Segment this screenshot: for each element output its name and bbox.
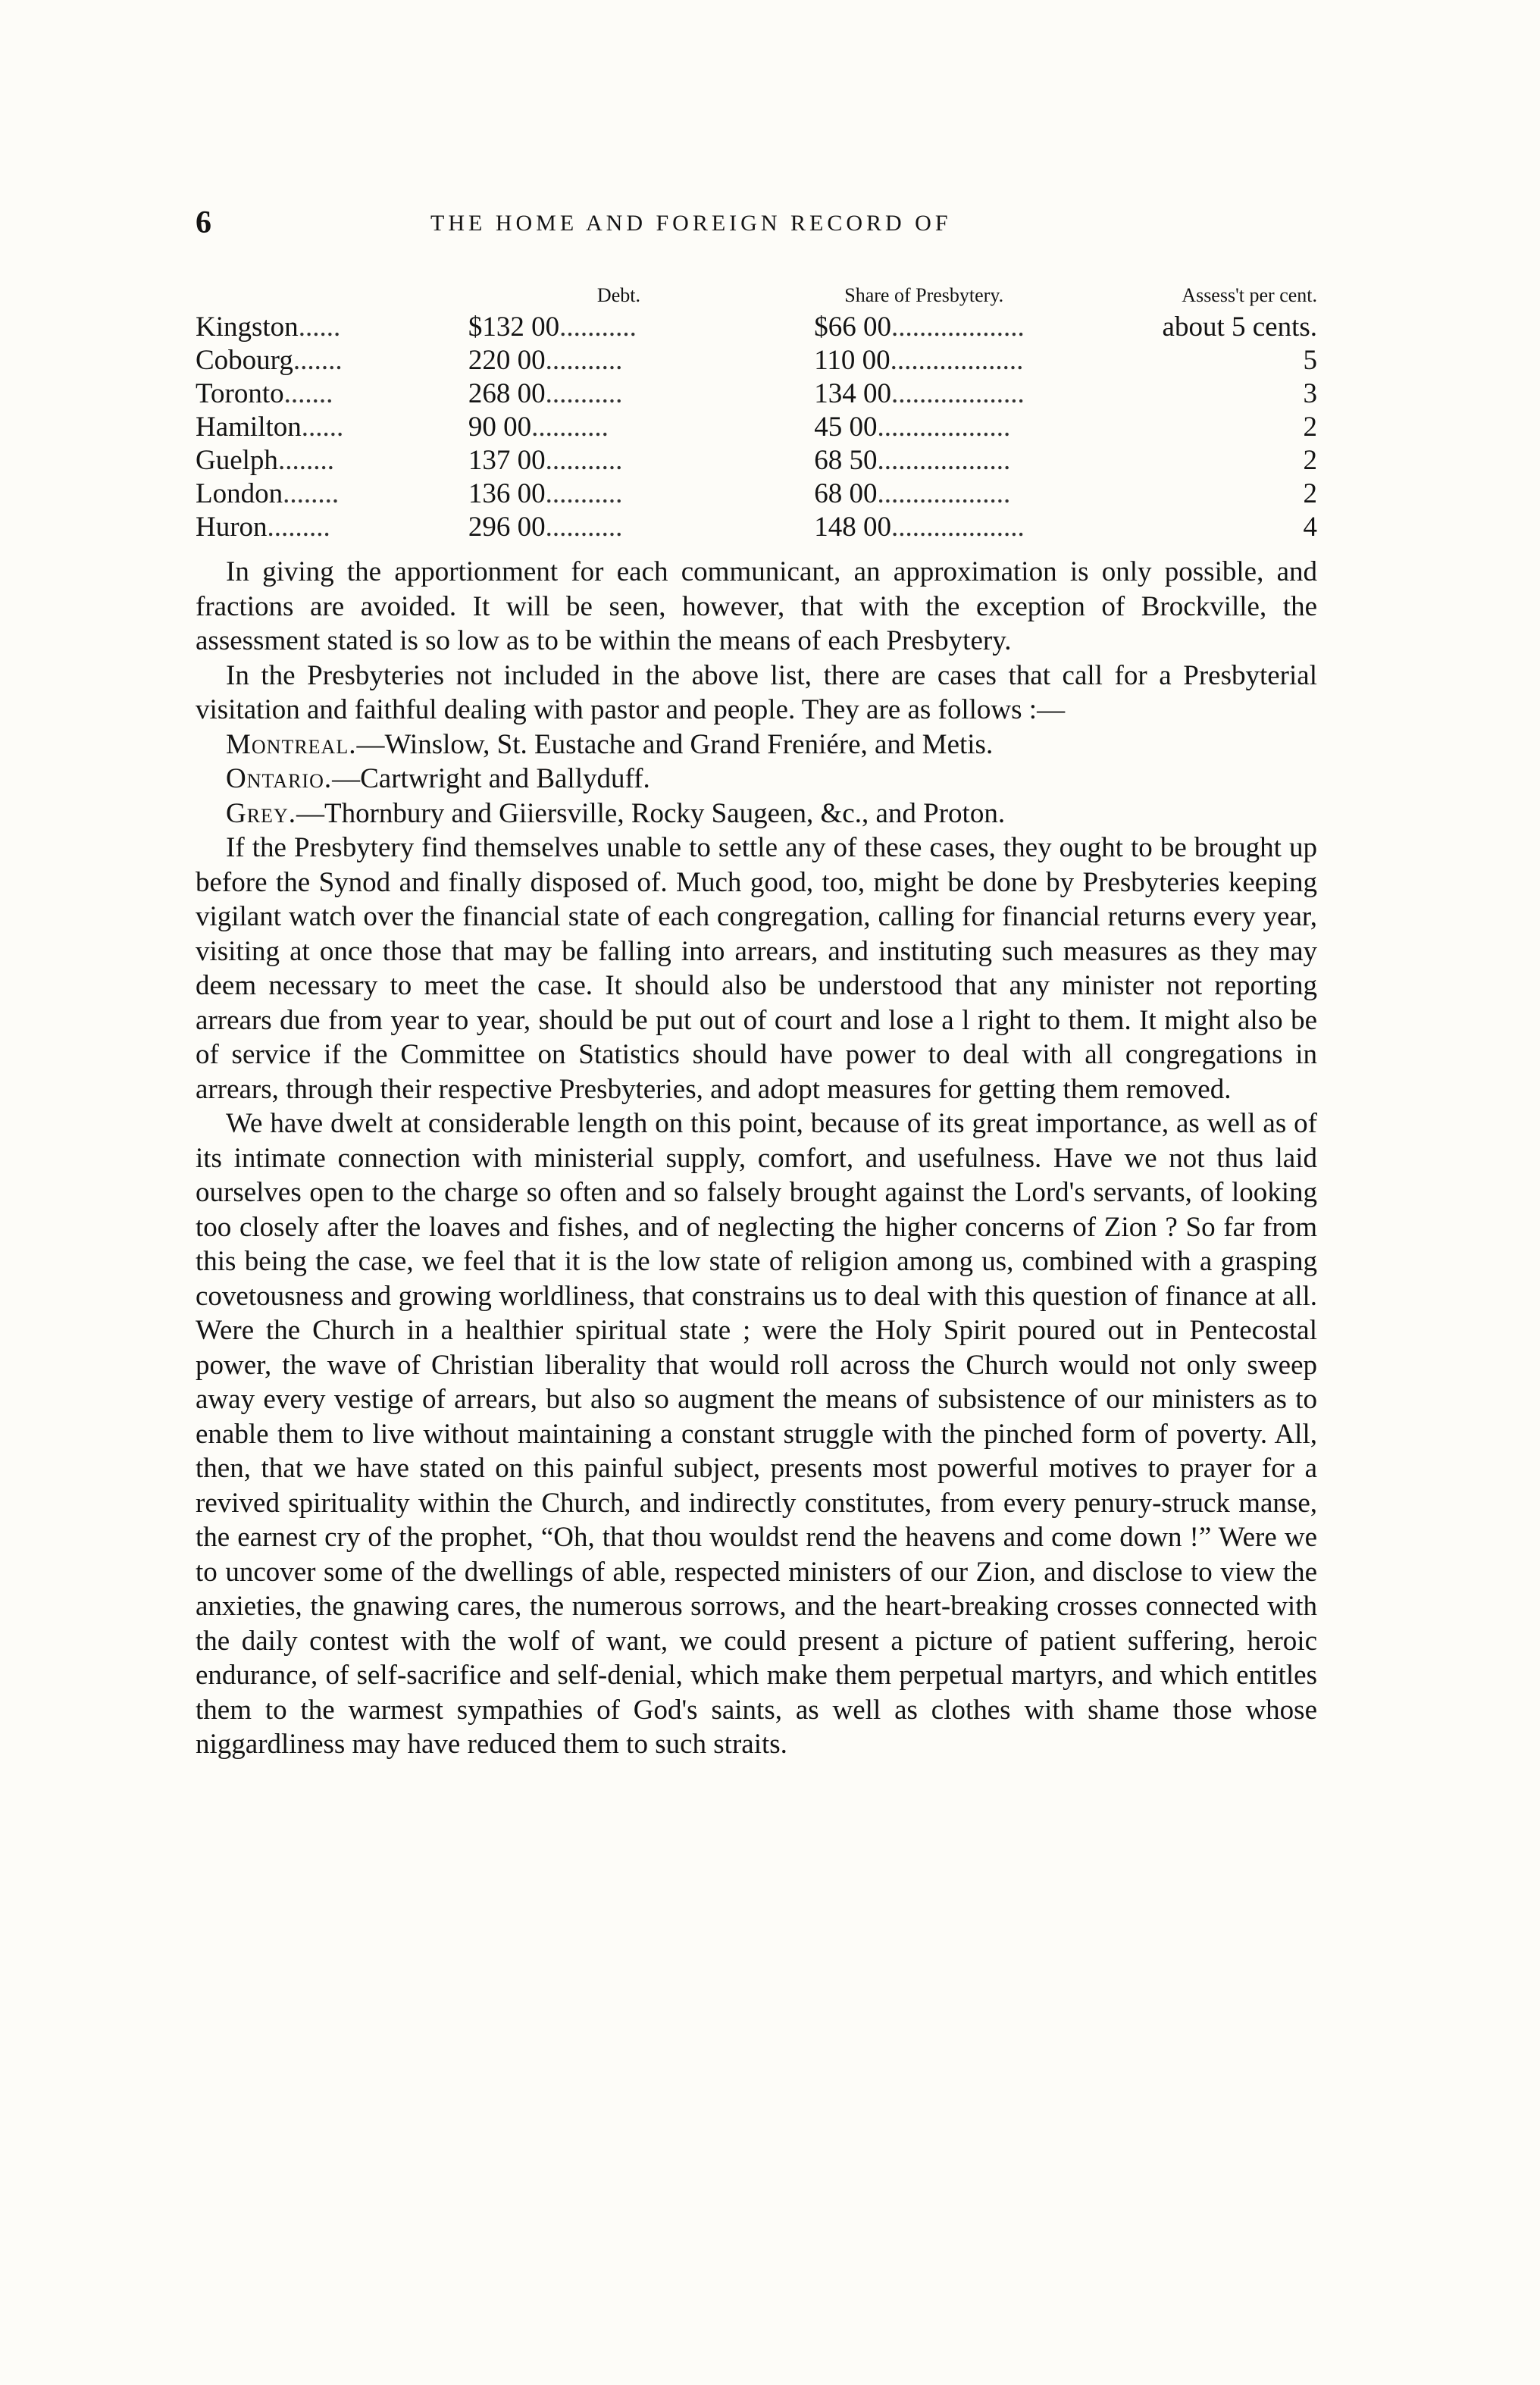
table-row <box>196 444 1317 477</box>
cell-name <box>196 311 468 344</box>
cell-debt <box>468 377 814 411</box>
paragraph-considerable-length: We have dwelt at considerable length on this point, because of its great importance, as well as of its intimate connection with ministerial supply, comfort, and usefulness. Have we not thus laid ourselves open to the charge so often and so falsely brought against the Lord's servants, of looking too closely after the loaves and fishes, and of neglecting the higher concerns of Zion ? So far from this being the case, we feel that it is the low state of religion among us, combined with a grasping covetousness and growing worldliness, that constrains us to deal with this question of finance at all. Were the Church in a healthier spiritual state ; were the Holy Spirit poured out in Pentecostal power, the wave of Christian liberality that would roll across the Church would not only sweep away every vestige of arrears, but also so augment the means of subsistence of our ministers as to enable them to live without maintaining a constant struggle with the pinched form of poverty. All, then, that we have stated on this painful subject, presents most powerful motives to prayer for a revived spirituality within the Church, and indirectly constitutes, from every penury-struck manse, the earnest cry of the prophet, “Oh, that thou wouldst rend the heavens and come down !” Were we to uncover some of the dwellings of able, respected ministers of our Zion, and disclose to view the anxieties, the gnawing cares, the numerous sorrows, and the heart-breaking crosses connected with the daily contest with the wolf of want, we could present a picture of patient suffering, heroic endurance, of self-sacrifice and self-denial, which make them perpetual martyrs, and which entitles them to the warmest sympathies of God's saints, as well as clothes with shame those whose niggardliness may have reduced them to such straits. <box>196 1108 1317 1760</box>
table-row <box>196 311 1317 344</box>
dot-leader: ...... <box>301 412 344 443</box>
dot-leader: ........ <box>277 445 334 476</box>
cell-share-value: 68 00 <box>814 478 878 509</box>
cell-share <box>814 377 1132 411</box>
cell-assess-value: 5 <box>1303 345 1317 376</box>
cell-assess-value: 2 <box>1303 445 1317 476</box>
cell-share <box>814 444 1132 477</box>
paragraph-vigilant-watch: If the Presbytery find themselves unable to settle any of these cases, they ought to be brought up before the Synod and finally disposed of. Much good, too, might be done by Presbyteries keeping vigilant watch over the financial state of each congregation, calling for financial returns every year, visiting at once those that may be falling into arrears, and instituting such measures as they may deem necessary to meet the case. It should also be understood that any minister not reporting arrears due from year to year, should be put out of court and lose a l right to them. It might also be of service if the Committee on Statistics should have power to deal with all congregations in arrears, through their respective Presbyteries, and adopt measures for getting them removed. <box>196 832 1317 1105</box>
cell-assess <box>1132 511 1317 544</box>
presbytery-name-grey: Grey. <box>226 797 296 829</box>
dot-leader: ........... <box>531 412 609 443</box>
presbytery-name-montreal: Montreal. <box>226 728 357 760</box>
cell-assess <box>1132 444 1317 477</box>
cell-debt-value: 220 00 <box>468 345 546 376</box>
header-name <box>196 280 468 311</box>
cell-assess-value: about 5 cents. <box>1162 311 1317 343</box>
running-head <box>196 205 1317 250</box>
cell-debt <box>468 411 814 444</box>
cell-debt-value: 90 00 <box>468 412 532 443</box>
cell-name <box>196 377 468 411</box>
cell-debt-value: 136 00 <box>468 478 546 509</box>
cell-name <box>196 444 468 477</box>
cell-share <box>814 411 1132 444</box>
presbytery-cases-ontario: —Cartwright and Ballyduff. <box>332 763 650 794</box>
cell-assess <box>1132 411 1317 444</box>
list-item-grey <box>196 797 1317 831</box>
cell-debt <box>468 444 814 477</box>
cell-name <box>196 477 468 511</box>
cell-name-value: Hamilton <box>196 412 302 443</box>
header-assess: Assess't per cent. <box>1182 284 1317 306</box>
cell-name-value: Toronto <box>196 378 284 409</box>
cell-assess <box>1132 477 1317 511</box>
header-debt: Debt. <box>596 284 640 306</box>
page-number: 6 <box>196 205 211 240</box>
cell-name-value: Cobourg <box>196 345 293 376</box>
cell-debt-value: 137 00 <box>468 445 546 476</box>
dot-leader: ...... <box>298 311 341 343</box>
table-row <box>196 511 1317 544</box>
cell-name-value: Guelph <box>196 445 278 476</box>
dot-leader: ....... <box>283 378 333 409</box>
cell-name-value: Huron <box>196 512 268 543</box>
paragraph-presbyteries-not-included: In the Presbyteries not included in the above list, there are cases that call for a Presbyterial visitation and faithful dealing with pastor and people. They are as follows :— <box>196 659 1317 725</box>
dot-leader: ................... <box>877 478 1011 509</box>
table-row <box>196 477 1317 511</box>
presbytery-cases-grey: —Thornbury and Giiersville, Rocky Saugeen, &c., and Proton. <box>296 797 1006 829</box>
cell-assess-value: 4 <box>1303 512 1317 543</box>
dot-leader: ................... <box>890 345 1024 376</box>
header-share: Share of Presbytery. <box>844 284 1004 306</box>
cell-debt <box>468 477 814 511</box>
table-header-row <box>196 280 1317 311</box>
presbytery-case-list <box>196 728 1317 831</box>
dot-leader: ........... <box>545 345 623 376</box>
cell-share <box>814 344 1132 377</box>
cell-assess <box>1132 311 1317 344</box>
cell-name-value: London <box>196 478 283 509</box>
cell-assess <box>1132 344 1317 377</box>
cell-debt-value: 268 00 <box>468 378 546 409</box>
presbytery-debt-table <box>196 280 1317 544</box>
cell-assess-value: 2 <box>1303 478 1317 509</box>
cell-assess-value: 2 <box>1303 412 1317 443</box>
cell-name <box>196 344 468 377</box>
table-body <box>196 311 1317 544</box>
dot-leader: ........... <box>545 512 623 543</box>
dot-leader: ........... <box>545 445 623 476</box>
cell-debt <box>468 311 814 344</box>
cell-share <box>814 311 1132 344</box>
table-row <box>196 411 1317 444</box>
presbytery-cases-montreal: —Winslow, St. Eustache and Grand Freniére, and Metis. <box>356 728 994 760</box>
dot-leader: ........... <box>559 311 637 343</box>
cell-debt <box>468 511 814 544</box>
dot-leader: ......... <box>267 512 330 543</box>
running-head-title: THE HOME AND FOREIGN RECORD OF <box>430 211 952 236</box>
presbytery-name-ontario: Ontario. <box>226 763 333 794</box>
cell-debt <box>468 344 814 377</box>
table-row <box>196 377 1317 411</box>
cell-share-value: 134 00 <box>814 378 892 409</box>
dot-leader: ................... <box>877 412 1011 443</box>
dot-leader: ........ <box>283 478 340 509</box>
cell-share-value: 148 00 <box>814 512 892 543</box>
cell-share-value: 110 00 <box>814 345 891 376</box>
dot-leader: ................... <box>891 378 1025 409</box>
dot-leader: ................... <box>891 311 1025 343</box>
dot-leader: ................... <box>891 512 1025 543</box>
cell-name <box>196 411 468 444</box>
dot-leader: ................... <box>877 445 1011 476</box>
cell-share-value: $66 00 <box>814 311 892 343</box>
cell-debt-value: 296 00 <box>468 512 546 543</box>
cell-name <box>196 511 468 544</box>
cell-assess-value: 3 <box>1303 378 1317 409</box>
cell-share-value: 45 00 <box>814 412 878 443</box>
document-page <box>196 205 1317 1762</box>
cell-assess <box>1132 377 1317 411</box>
list-item-ontario <box>196 762 1317 797</box>
cell-name-value: Kingston <box>196 311 299 343</box>
cell-share <box>814 477 1132 511</box>
cell-debt-value: $132 00 <box>468 311 560 343</box>
cell-share-value: 68 50 <box>814 445 878 476</box>
cell-share <box>814 511 1132 544</box>
body-text <box>196 555 1317 1762</box>
dot-leader: ....... <box>293 345 343 376</box>
dot-leader: ........... <box>545 378 623 409</box>
list-item-montreal <box>196 728 1317 762</box>
paragraph-apportionment: In giving the apportionment for each communicant, an approximation is only possible, and fractions are avoided. It will be seen, however, that with the exception of Brockville, the assessment stated is so low as to be within the means of each Presbytery. <box>196 556 1317 656</box>
table-row <box>196 344 1317 377</box>
dot-leader: ........... <box>545 478 623 509</box>
